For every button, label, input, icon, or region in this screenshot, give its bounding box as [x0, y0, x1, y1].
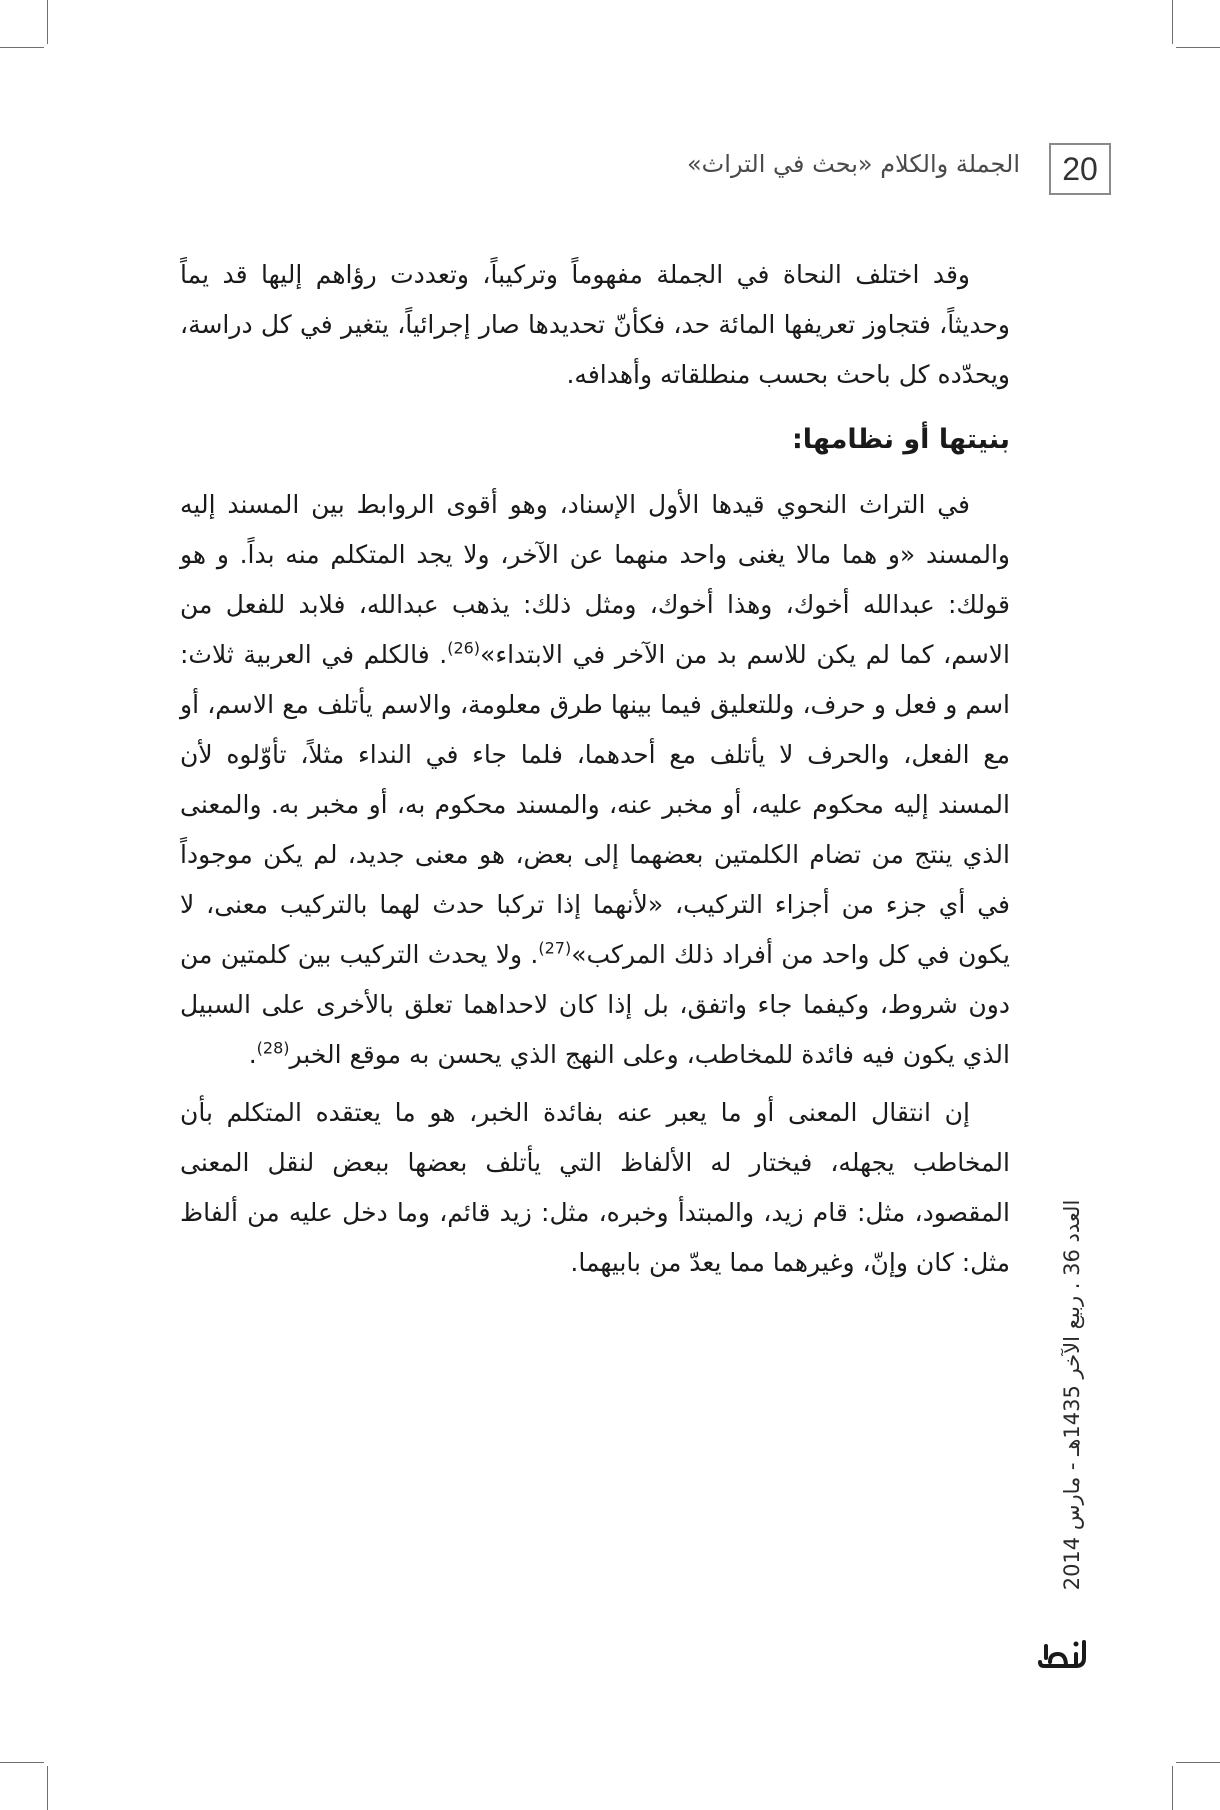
issue-info: العدد 36 . ربيع الآخر 1435هـ - مارس 2014 [1060, 1199, 1084, 1591]
paragraph-text: . فالكلم في العربية ثلاث: اسم و فعل و حرف، وللتعليق فيما بينها طرق معلومة، والاسم يأتلف مع الاسم، أو مع الفعل، والحرف لا يأتلف مع أحدهما، فلما جاء في النداء مثلاً، تأوّلوه لأن المسند إليه محكوم عليه، أو مخبر عنه، والمسند محكوم به، أو مخبر به. والمعنى الذي ينتج من تضام الكلمتين بعضهما إلى بعض، هو معنى جديد، لم يكن موجوداً في أي جزء من أجزاء التركيب، «لأنهما إذا تركبا حدث لهما بالتركيب معنى، لا يكون في كل واحد من أفراد ذلك المركب» [180, 640, 1011, 969]
paragraph-text: في التراث النحوي قيدها الأول الإسناد، وهو أقوى الروابط بين المسند إليه والمسند «و هما مالا يغنى واحد منهما عن الآخر، ولا يجد المتكلم منه بداً. و هو قولك: عبدالله أخوك، وهذا أخوك، ومثل ذلك: يذهب عبدالله، فلابد للفعل من الاسم، كما لم يكن للاسم بد من الآخر في الابتداء» [180, 490, 1010, 669]
footnote-ref-26[interactable]: (26) [447, 638, 481, 658]
crop-mark [1176, 47, 1220, 48]
running-title: الجملة والكلام «بحث في التراث» [687, 150, 1020, 178]
intro-paragraph: وقد اختلف النحاة في الجملة مفهوماً وتركيباً، وتعددت رؤاهم إليها قد يماً وحديثاً، فتجاوز تعريفها المائة حد، فكأنّ تحديدها صار إجرائياً، يتغير في كل دراسة، ويحدّده كل باحث بحسب منطلقاته وأهدافه. [180, 260, 1010, 389]
paragraph-end: . [248, 1040, 257, 1069]
page-number: 20 [1049, 143, 1111, 195]
journal-logo-icon [1036, 1636, 1088, 1672]
crop-mark [1172, 0, 1173, 44]
crop-mark [47, 0, 48, 44]
footnote-ref-27[interactable]: (27) [538, 938, 572, 958]
paragraph: إن انتقال المعنى أو ما يعبر عنه بفائدة الخبر، هو ما يعتقده المتكلم بأن المخاطب يجهله، فيختار له الألفاظ التي يأتلف بعضها ببعض لنقل المعنى المقصود، مثل: قام زيد، والمبتدأ وخبره، مثل: زيد قائم، وما دخل عليه من ألفاظ مثل: كان وإنّ، وغيرهما مما يعدّ من بابيهما. [180, 1098, 1010, 1277]
crop-mark [47, 1766, 48, 1810]
section-heading: بنيتها أو نظامها: [791, 424, 1010, 455]
crop-mark [1172, 1766, 1173, 1810]
crop-mark [0, 47, 44, 48]
crop-mark [0, 1762, 44, 1763]
paragraph [180, 480, 1010, 1080]
footnote-ref-28[interactable]: (28) [256, 1038, 290, 1058]
crop-mark [1176, 1762, 1220, 1763]
paragraph-text: . ولا يحدث التركيب بين كلمتين من دون شروط، وكيفما جاء واتفق، بل إذا كان لاحداهما تعلق بالأخرى على السبيل الذي يكون فيه فائدة للمخاطب، وعلى النهج الذي يحسن به موقع الخبر [180, 940, 1010, 1069]
article-body [180, 250, 1010, 1288]
